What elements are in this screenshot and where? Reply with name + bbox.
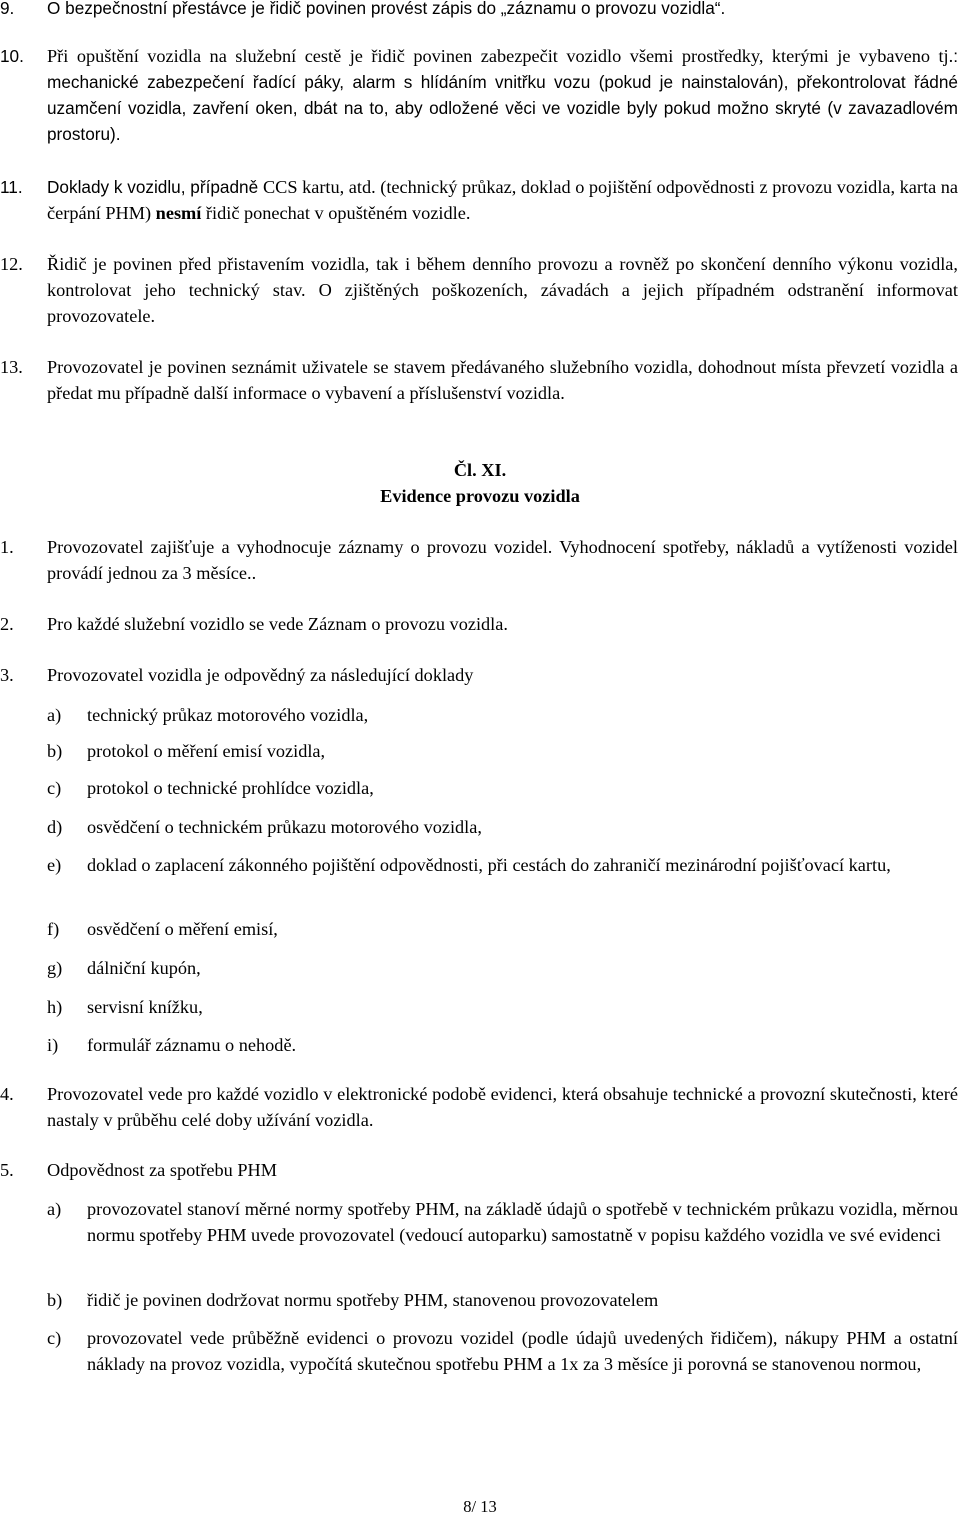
- list-text: protokol o technické prohlídce vozidla,: [87, 778, 374, 798]
- article-title: Evidence provozu vozidla: [380, 486, 580, 506]
- item-text: Provozovatel vede pro každé vozidlo v elektronické podobě evidenci, která obsahuje technické a provozní skutečnosti, které nastaly v průběhu celé doby užívání vozidla.: [47, 1084, 958, 1130]
- item-13: [0, 354, 960, 406]
- evidence-item-3: [0, 662, 960, 688]
- item-text: Odpovědnost za spotřebu PHM: [47, 1160, 278, 1180]
- docs-list-item-h: [0, 994, 960, 1020]
- list-text: technický průkaz motorového vozidla,: [87, 705, 369, 725]
- list-letter: g): [47, 958, 63, 978]
- list-letter: d): [47, 817, 63, 837]
- list-letter: f): [47, 919, 60, 939]
- phm-list-item-b: [0, 1287, 960, 1313]
- list-letter: b): [47, 741, 63, 761]
- item-text-serif-c: řidič ponechat v opuštěném vozidle.: [201, 203, 471, 223]
- evidence-item-5: [0, 1157, 960, 1183]
- item-number: 10.: [0, 46, 24, 66]
- item-number: 9.: [0, 0, 15, 18]
- docs-list-item-c: [0, 775, 960, 801]
- item-10: [0, 43, 960, 147]
- item-text-serif-a: CCS kartu, atd.: [262, 177, 376, 197]
- item-number: 4.: [0, 1084, 14, 1104]
- item-text-serif: Při opuštění vozidla na služební cestě je řidič povinen zabezpečit vozidlo všemi prostředky, kterými je vybaveno tj.: [47, 46, 954, 66]
- list-text: doklad o zaplacení zákonného pojištění odpovědnosti, při cestách do zahraničí mezinárodní pojišťovací kartu,: [87, 855, 891, 875]
- list-text: dálniční kupón,: [87, 958, 201, 978]
- item-number: 2.: [0, 614, 14, 634]
- evidence-item-2: [0, 611, 960, 637]
- page-number: 8/ 13: [463, 1497, 497, 1516]
- item-number: 13.: [0, 357, 23, 377]
- item-12: [0, 251, 960, 329]
- item-text-bold: nesmí: [155, 203, 202, 223]
- docs-list-item-b: [0, 738, 960, 764]
- list-text: osvědčení o měření emisí,: [87, 919, 278, 939]
- evidence-item-1: [0, 534, 960, 586]
- list-text: formulář záznamu o nehodě.: [87, 1035, 297, 1055]
- list-text: protokol o měření emisí vozidla,: [87, 741, 326, 761]
- list-text: servisní knížku,: [87, 997, 203, 1017]
- item-number: 1.: [0, 537, 14, 557]
- item-text: Pro každé služební vozidlo se vede Záznam o provozu vozidla.: [47, 614, 508, 634]
- docs-list-item-i: [0, 1032, 960, 1058]
- item-text: Řidič je povinen před přistavením vozidla, tak i během denního provozu a rovněž po skončení denního výkonu vozidla, kontrolovat jeho technický stav. O zjištěných poškozeních, závadách a jejich případném odstranění informovat provozovatele.: [47, 254, 958, 326]
- list-letter: a): [47, 705, 62, 725]
- item-text-serif-b: (technický průkaz, doklad o pojištění odpovědnosti z provozu vozidla, karta na čerpání PHM): [47, 177, 959, 223]
- item-text: Provozovatel je povinen seznámit uživatele se stavem předávaného služebního vozidla, dohodnout místa převzetí vozidla a předat mu případně další informace o vybavení a příslušenství vozidla.: [47, 357, 958, 403]
- list-text: provozovatel vede průběžně evidenci o provozu vozidel (podle údajů uvedených řidičem), nákupy PHM a ostatní náklady na provoz vozidla, vypočítá skutečnou spotřebu PHM a 1x za 3 měsíce ji porovná se stanovenou normou,: [87, 1328, 958, 1374]
- item-text: Provozovatel vozidla je odpovědný za následující doklady: [47, 665, 474, 685]
- docs-list-item-f: [0, 916, 960, 942]
- docs-list-item-a: [0, 702, 960, 728]
- item-text: O bezpečnostní přestávce je řidič povinen provést zápis do „záznamu o provozu vozidla“.: [47, 0, 726, 18]
- item-number: 3.: [0, 665, 14, 685]
- phm-list-item-c: [0, 1325, 960, 1377]
- list-letter: b): [47, 1290, 63, 1310]
- item-9: [0, 0, 960, 21]
- docs-list-item-e: [0, 852, 960, 878]
- list-letter: h): [47, 997, 63, 1017]
- item-number: 12.: [0, 254, 23, 274]
- list-letter: c): [47, 778, 62, 798]
- item-number: 11.: [0, 177, 23, 197]
- list-letter: c): [47, 1328, 62, 1348]
- item-text-sans: : mechanické zabezpečení řadící páky, alarm s hlídáním vnitřku vozu (pokud je nainstalován), překontrolovat řádné uzamčení vozidla, zavření oken, dbát na to, aby odložené věci ve vozidle byly pokud možno skryté (v zavazadlovém prostoru).: [47, 46, 958, 144]
- article-number: Čl. XI.: [453, 460, 507, 480]
- item-11: [0, 174, 960, 226]
- list-letter: e): [47, 855, 62, 875]
- item-number: 5.: [0, 1160, 14, 1180]
- list-text: provozovatel stanoví měrné normy spotřeby PHM, na základě údajů o spotřebě v technickém průkazu vozidla, měrnou normu spotřeby PHM uvede provozovatel (vedoucí autoparku) samostatně v popisu každého vozidla ve své evidenci: [87, 1199, 958, 1245]
- docs-list-item-g: [0, 955, 960, 981]
- evidence-item-4: [0, 1081, 960, 1133]
- list-letter: a): [47, 1199, 62, 1219]
- list-text: řidič je povinen dodržovat normu spotřeby PHM, stanovenou provozovatelem: [87, 1290, 659, 1310]
- list-text: osvědčení o technickém průkazu motorového vozidla,: [87, 817, 482, 837]
- item-text-sans: Doklady k vozidlu, případně: [47, 177, 263, 197]
- list-letter: i): [47, 1035, 59, 1055]
- docs-list-item-d: [0, 814, 960, 840]
- phm-list-item-a: [0, 1196, 960, 1248]
- item-text: Provozovatel zajišťuje a vyhodnocuje záznamy o provozu vozidel. Vyhodnocení spotřeby, nákladů a vytíženosti vozidel provádí jednou za 3 měsíce..: [47, 537, 958, 583]
